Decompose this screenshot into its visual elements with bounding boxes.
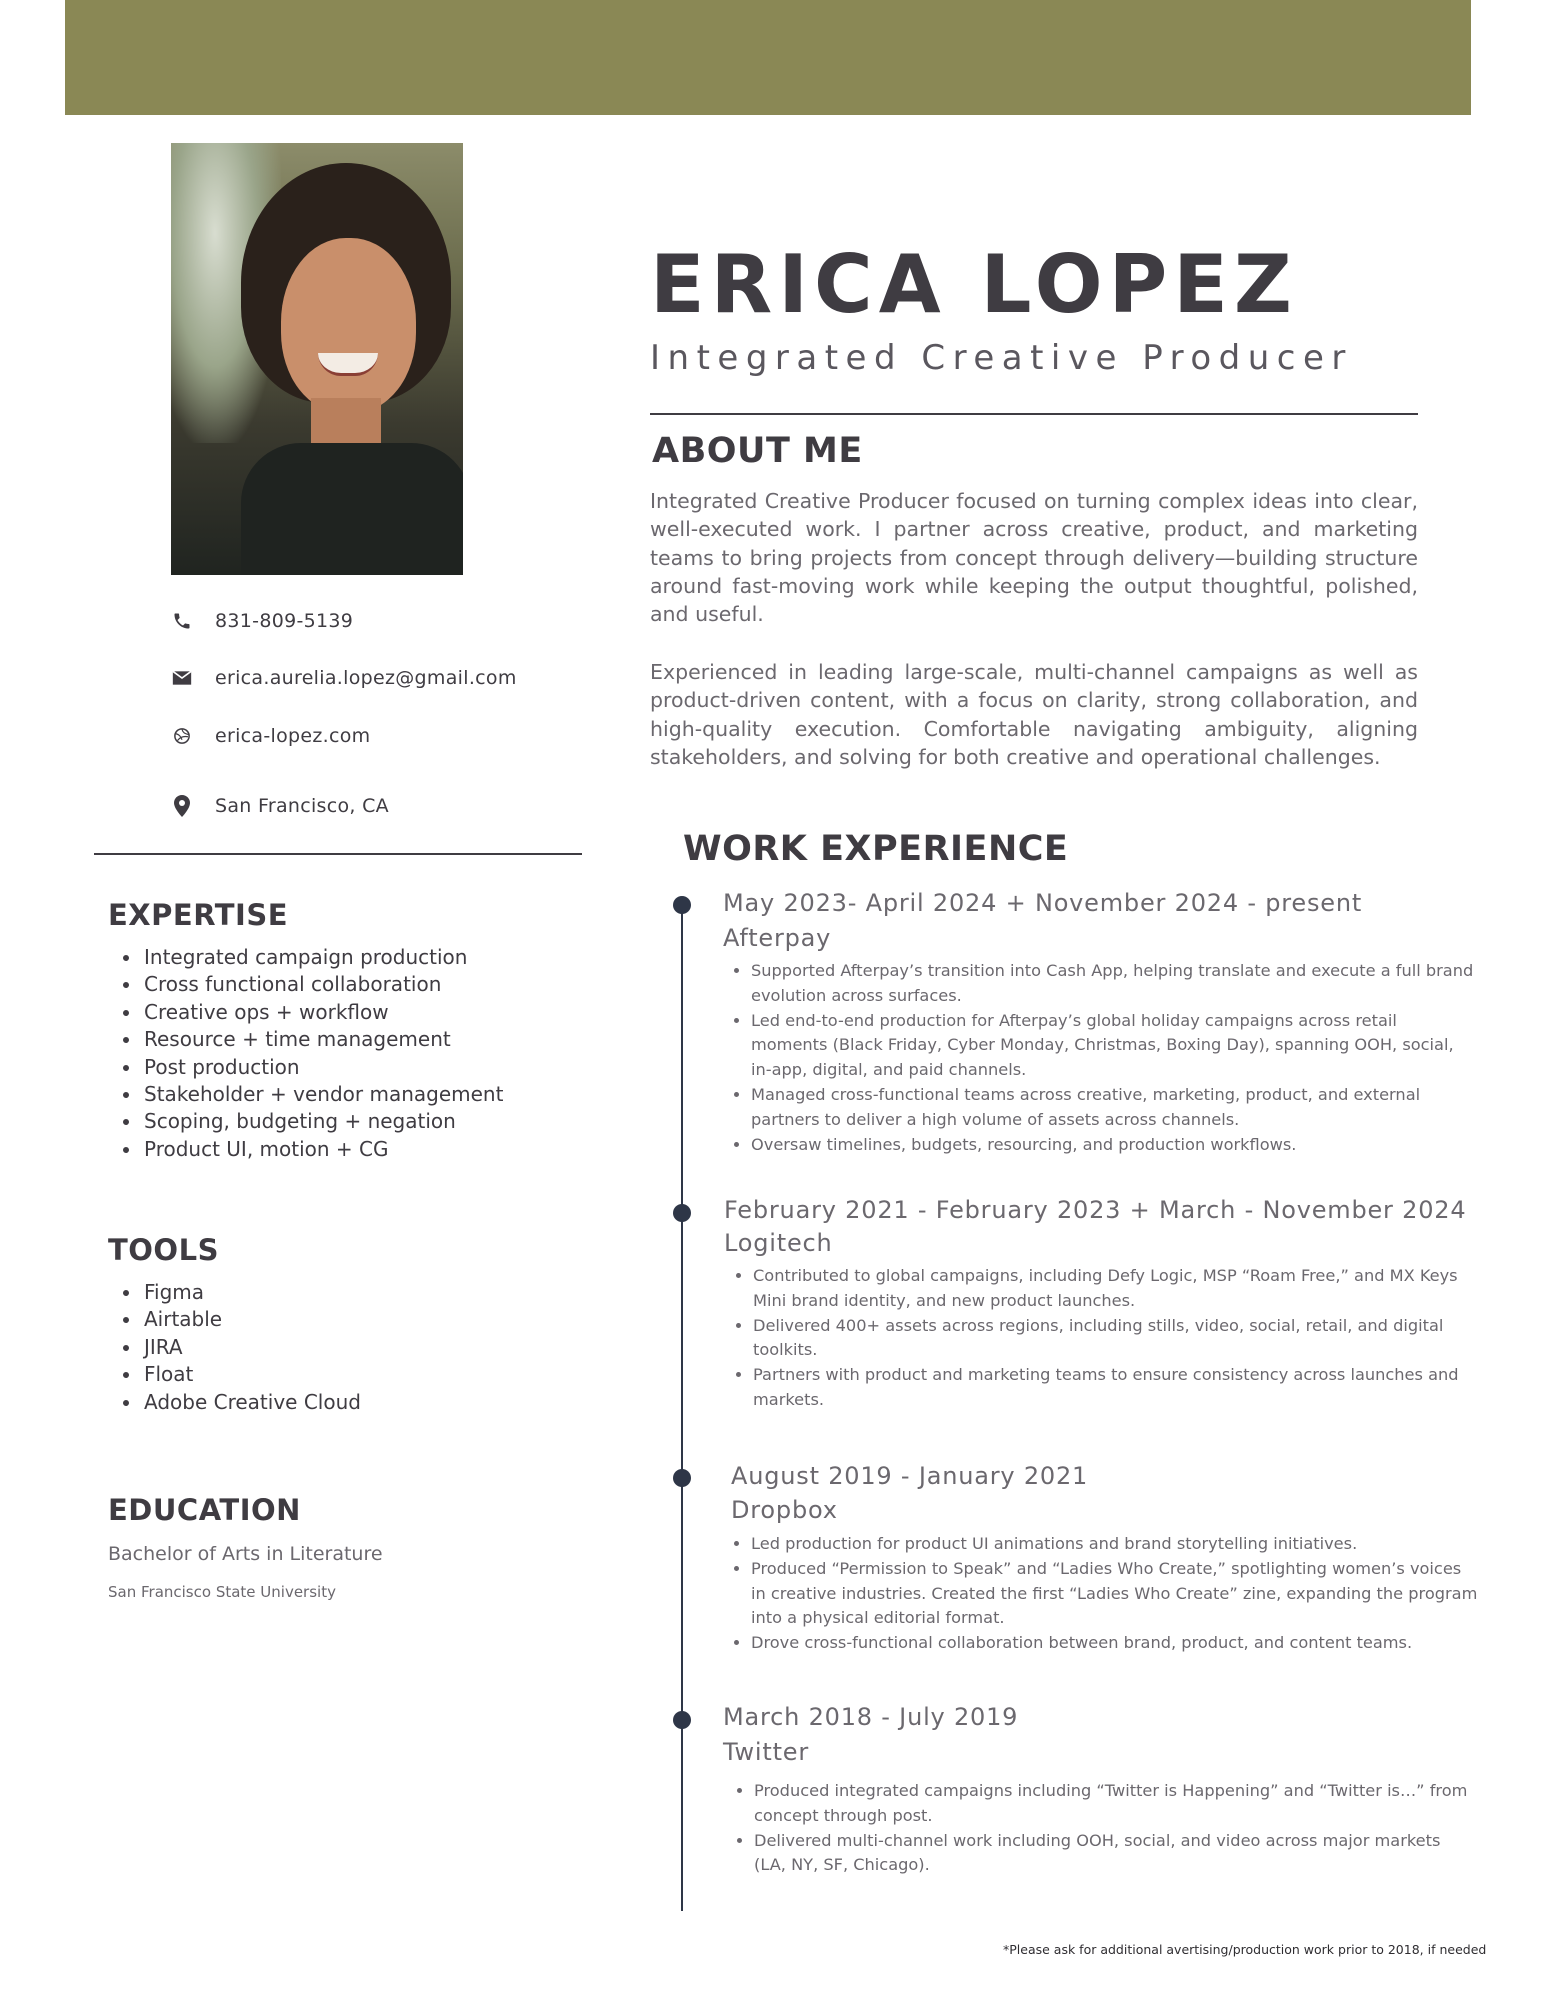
list-item: • Delivered multi-channel work including OOH, social, and video across major markets (LA, NY, SF, Chicago).	[754, 1829, 1474, 1879]
envelope-icon	[171, 667, 193, 689]
location-text: San Francisco, CA	[215, 795, 389, 817]
job-dates: February 2021 - February 2023 + March - November 2024	[724, 1196, 1467, 1224]
job-company: Logitech	[724, 1229, 833, 1257]
list-item: • Produced integrated campaigns including “Twitter is Happening” and “Twitter is…” from concept through post.	[754, 1779, 1474, 1829]
list-item: • Adobe Creative Cloud	[142, 1389, 361, 1416]
list-item: • Drove cross-functional collaboration between brand, product, and content teams.	[751, 1631, 1479, 1656]
work-heading: WORK EXPERIENCE	[683, 829, 1069, 869]
timeline-dot	[673, 1204, 691, 1222]
list-item: • Creative ops + workflow	[142, 999, 503, 1026]
candidate-role: Integrated Creative Producer	[650, 338, 1353, 378]
timeline-dot	[673, 1711, 691, 1729]
list-item: • Supported Afterpay’s transition into Cash App, helping translate and execute a full brand evolution across surfaces.	[751, 959, 1474, 1009]
candidate-name: ERICA LOPEZ	[650, 238, 1298, 331]
list-item: • Resource + time management	[142, 1026, 503, 1053]
timeline-line	[681, 897, 683, 1911]
list-item: • Product UI, motion + CG	[142, 1136, 503, 1163]
job-bullets	[723, 959, 1474, 1157]
contact-email[interactable]	[171, 667, 517, 689]
job-company: Dropbox	[731, 1496, 838, 1524]
list-item: • Delivered 400+ assets across regions, including stills, video, social, retail, and digital toolkits.	[753, 1314, 1467, 1364]
location-pin-icon	[171, 795, 193, 817]
footnote: *Please ask for additional avertising/production work prior to 2018, if needed	[1003, 1942, 1487, 1957]
job-company: Afterpay	[723, 924, 832, 952]
job-dates: August 2019 - January 2021	[731, 1462, 1089, 1490]
header-band	[65, 0, 1471, 115]
list-item: • Cross functional collaboration	[142, 971, 503, 998]
list-item: • Integrated campaign production	[142, 944, 503, 971]
job-dates: March 2018 - July 2019	[723, 1703, 1019, 1731]
expertise-heading: EXPERTISE	[108, 898, 289, 932]
about-paragraph-2: Experienced in leading large-scale, multi-channel campaigns as well as product-driven content, with a focus on clarity, strong collaboration, and high-quality execution. Comfortable navigating ambiguity, aligning stakeholders, and solving for both creative and operational challenges.	[650, 660, 1418, 769]
phone-number: 831-809-5139	[215, 610, 354, 632]
education-school: San Francisco State University	[108, 1583, 336, 1601]
contact-location	[171, 795, 389, 817]
job-company: Twitter	[723, 1738, 810, 1766]
education-heading: EDUCATION	[108, 1493, 301, 1527]
list-item: • JIRA	[142, 1334, 361, 1361]
job-bullets	[723, 1532, 1479, 1656]
timeline-dot	[673, 896, 691, 914]
list-item: • Oversaw timelines, budgets, resourcing, and production workflows.	[751, 1133, 1474, 1158]
website-url: erica-lopez.com	[215, 725, 371, 747]
job-bullets	[726, 1779, 1474, 1878]
list-item: • Post production	[142, 1054, 503, 1081]
list-item: • Scoping, budgeting + negation	[142, 1108, 503, 1135]
contact-phone[interactable]	[171, 610, 353, 632]
job-dates: May 2023- April 2024 + November 2024 - present	[723, 889, 1363, 917]
timeline-dot	[673, 1469, 691, 1487]
expertise-list	[108, 944, 503, 1163]
header-divider	[650, 413, 1418, 415]
tools-heading: TOOLS	[108, 1233, 219, 1267]
profile-photo	[171, 143, 463, 575]
list-item: • Led production for product UI animations and brand storytelling initiatives.	[751, 1532, 1479, 1557]
list-item: • Float	[142, 1361, 361, 1388]
left-divider	[94, 853, 582, 855]
list-item: • Contributed to global campaigns, including Defy Logic, MSP “Roam Free,” and MX Keys Mini brand identity, and new product launches.	[753, 1264, 1467, 1314]
education-degree: Bachelor of Arts in Literature	[108, 1543, 383, 1565]
list-item: • Managed cross-functional teams across creative, marketing, product, and external partners to deliver a high volume of assets across channels.	[751, 1083, 1474, 1133]
globe-icon	[171, 725, 193, 747]
list-item: • Partners with product and marketing teams to ensure consistency across launches and markets.	[753, 1363, 1467, 1413]
phone-icon	[171, 610, 193, 632]
list-item: • Figma	[142, 1279, 361, 1306]
contact-website[interactable]	[171, 725, 370, 747]
list-item: • Produced “Permission to Speak” and “Ladies Who Create,” spotlighting women’s voices in creative industries. Created the first “Ladies Who Create” zine, expanding the program into a physical editorial format.	[751, 1557, 1479, 1631]
list-item: • Led end-to-end production for Afterpay’s global holiday campaigns across retail moments (Black Friday, Cyber Monday, Christmas, Boxing Day), spanning OOH, social, in-app, digital, and paid channels.	[751, 1009, 1474, 1083]
about-heading: ABOUT ME	[652, 431, 863, 471]
list-item: • Stakeholder + vendor management	[142, 1081, 503, 1108]
tools-list	[108, 1279, 361, 1416]
email-address: erica.aurelia.lopez@gmail.com	[215, 667, 517, 689]
about-paragraph-1: Integrated Creative Producer focused on turning complex ideas into clear, well-executed work. I partner across creative, product, and marketing teams to bring projects from concept through delivery—building structure around fast-moving work while keeping the output thoughtful, polished, and useful.	[650, 489, 1418, 627]
list-item: • Airtable	[142, 1306, 361, 1333]
job-bullets	[725, 1264, 1467, 1413]
